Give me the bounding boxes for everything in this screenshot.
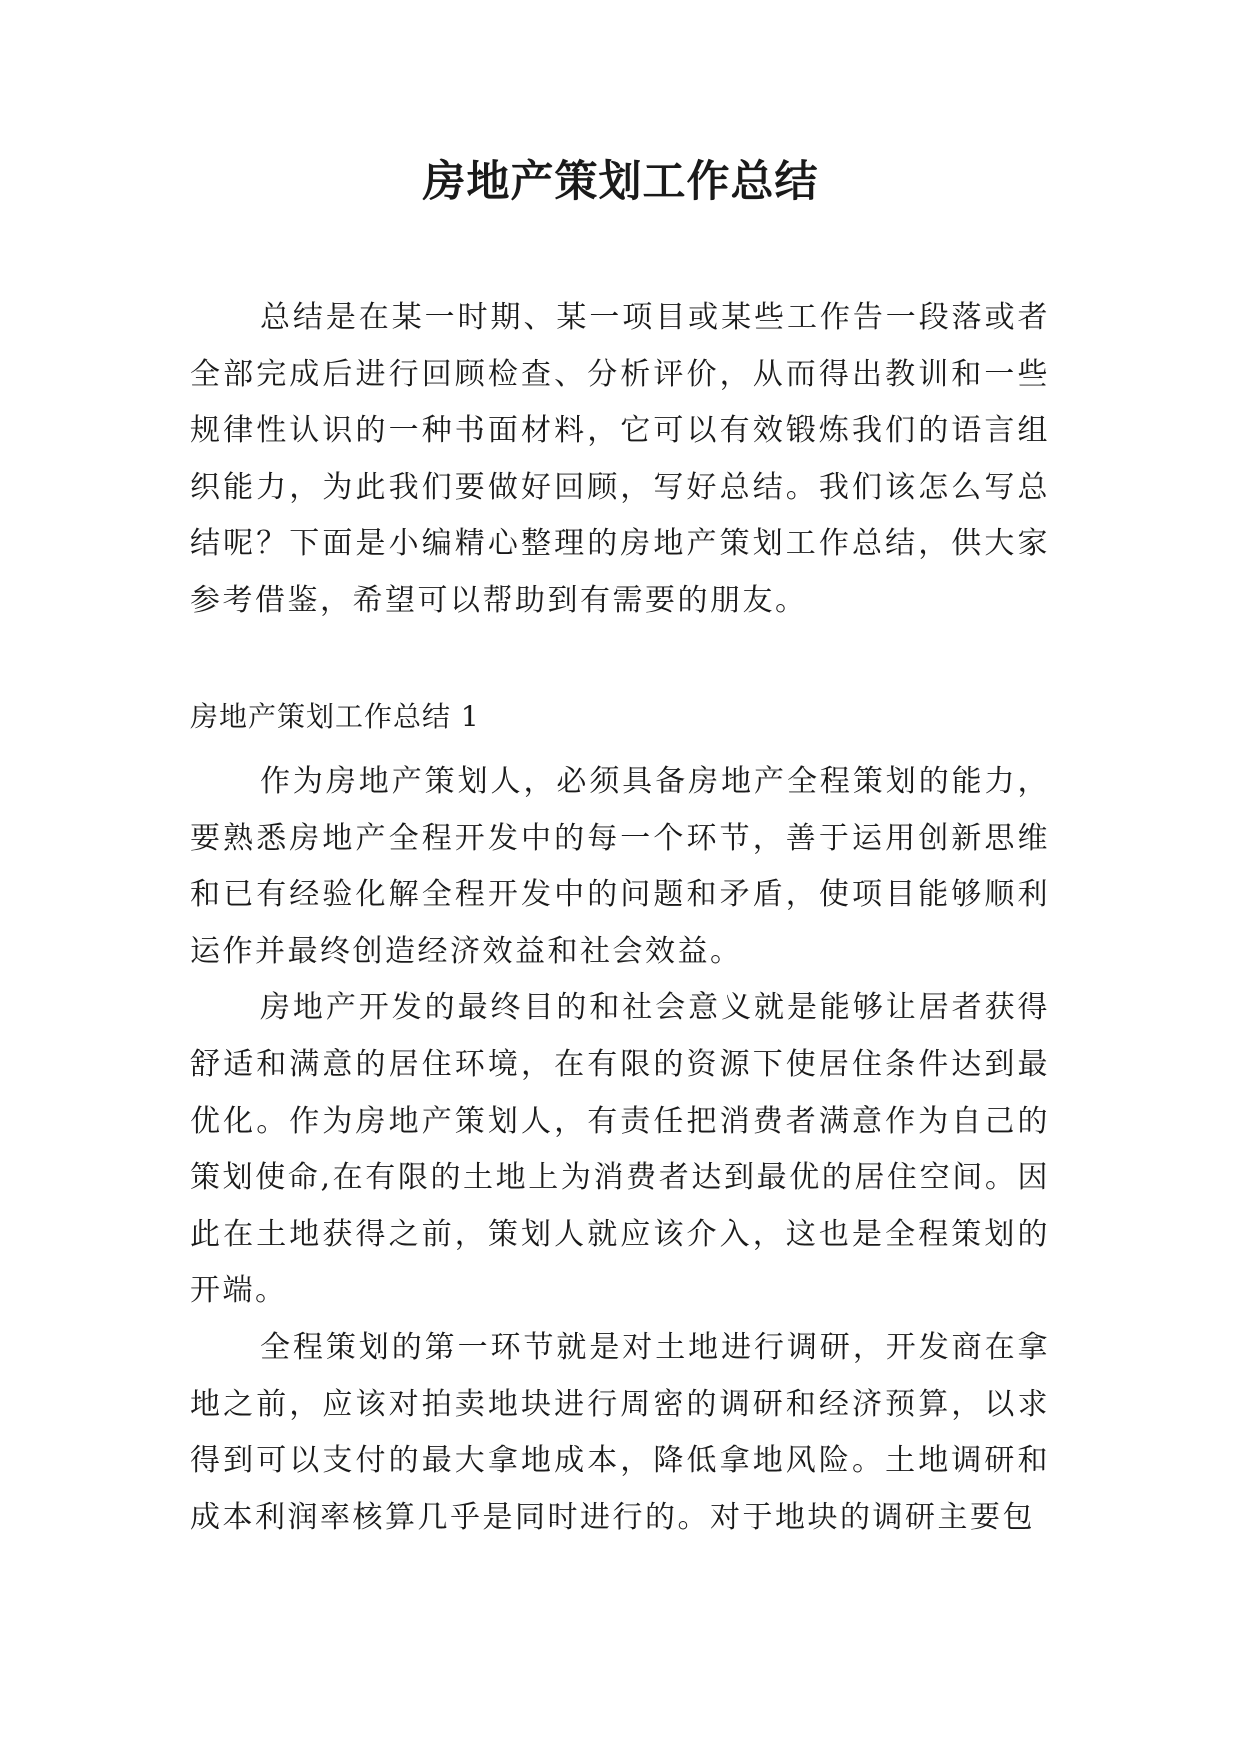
document-title: 房地产策划工作总结 — [422, 157, 819, 207]
body-paragraph-1: 作为房地产策划人，必须具备房地产全程策划的能力，要熟悉房地产全程开发中的每一个环节，善于运用创新思维和已有经验化解全程开发中的问题和矛盾，使项目能够顺利运作并最终创造经济效益和社会效益。 — [190, 764, 1050, 969]
intro-block — [190, 290, 1050, 630]
section-body — [190, 754, 1050, 1546]
intro-paragraph: 总结是在某一时期、某一项目或某些工作告一段落或者全部完成后进行回顾检查、分析评价，从而得出教训和一些规律性认识的一种书面材料，它可以有效锻炼我们的语言组织能力，为此我们要做好回顾，写好总结。我们该怎么写总结呢？下面是小编精心整理的房地产策划工作总结，供大家参考借鉴，希望可以帮助到有需要的朋友。 — [190, 300, 1050, 618]
body-paragraph-3: 全程策划的第一环节就是对土地进行调研，开发商在拿地之前，应该对拍卖地块进行周密的调研和经济预算，以求得到可以支付的最大拿地成本，降低拿地风险。土地调研和成本利润率核算几乎是同时进行的。对于地块的调研主要包 — [190, 1329, 1050, 1535]
section-heading: 房地产策划工作总结 1 — [190, 700, 480, 733]
body-paragraph-2: 房地产开发的最终目的和社会意义就是能够让居者获得舒适和满意的居住环境，在有限的资源下使居住条件达到最优化。作为房地产策划人，有责任把消费者满意作为自己的策划使命,在有限的土地上为消费者达到最优的居住空间。因此在土地获得之前，策划人就应该介入，这也是全程策划的开端。 — [190, 990, 1050, 1309]
